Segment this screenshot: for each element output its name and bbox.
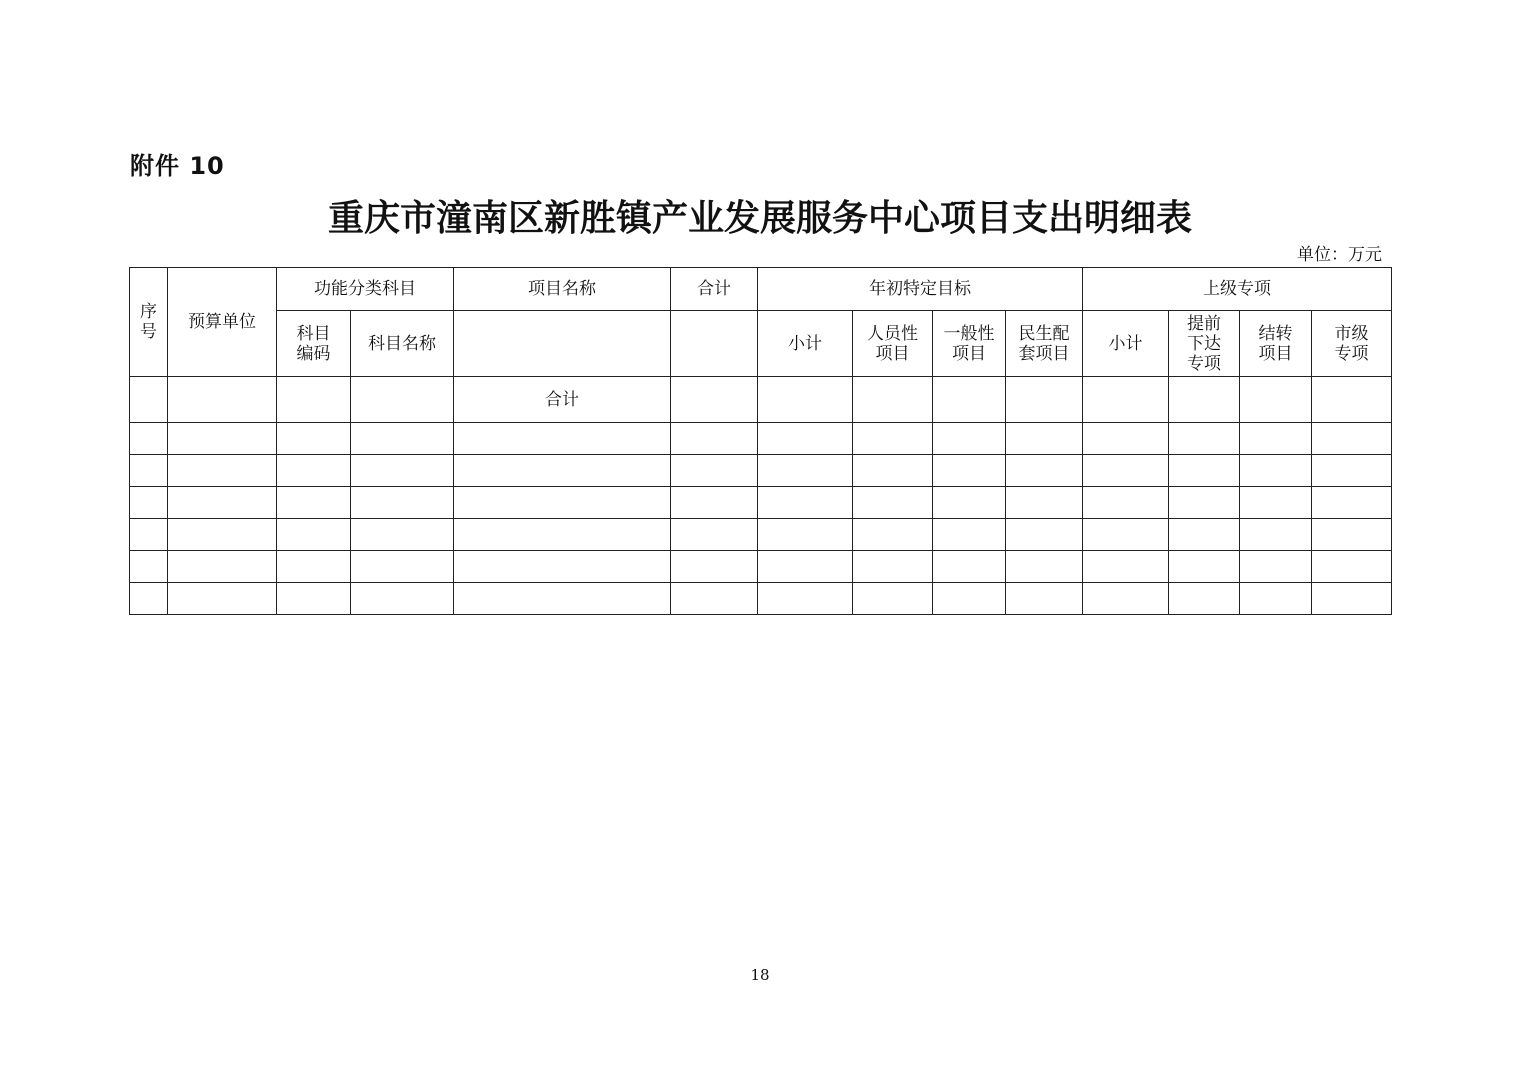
header-row-2 bbox=[130, 311, 1392, 377]
table-cell bbox=[351, 487, 454, 519]
table-cell bbox=[1169, 423, 1240, 455]
table-cell bbox=[1240, 423, 1312, 455]
table-cell bbox=[454, 455, 671, 487]
table-cell bbox=[853, 487, 933, 519]
expenditure-table bbox=[129, 267, 1392, 615]
table-cell bbox=[1083, 377, 1169, 423]
table-cell bbox=[277, 519, 351, 551]
page-title: 重庆市潼南区新胜镇产业发展服务中心项目支出明细表 bbox=[327, 197, 1192, 239]
table-cell bbox=[758, 551, 853, 583]
table-cell bbox=[1240, 377, 1312, 423]
table-cell bbox=[1312, 377, 1392, 423]
table-cell bbox=[277, 551, 351, 583]
table-cell bbox=[758, 377, 853, 423]
table-cell bbox=[1240, 487, 1312, 519]
table-cell bbox=[351, 583, 454, 615]
table-cell bbox=[1240, 455, 1312, 487]
table-cell bbox=[853, 455, 933, 487]
table-cell bbox=[758, 487, 853, 519]
header-budget-unit: 预算单位 bbox=[168, 268, 277, 377]
table-cell bbox=[933, 551, 1006, 583]
header-superior-special: 上级专项 bbox=[1083, 268, 1392, 311]
table-cell bbox=[454, 519, 671, 551]
table-cell bbox=[130, 455, 168, 487]
table-cell bbox=[277, 487, 351, 519]
table-cell bbox=[454, 423, 671, 455]
table-cell bbox=[168, 487, 277, 519]
table-cell bbox=[1312, 583, 1392, 615]
table-cell bbox=[1169, 583, 1240, 615]
table-cell bbox=[853, 519, 933, 551]
table-cell bbox=[853, 377, 933, 423]
table-cell bbox=[351, 423, 454, 455]
table-cell bbox=[1240, 551, 1312, 583]
table-cell bbox=[853, 423, 933, 455]
table-cell bbox=[1169, 487, 1240, 519]
table-cell bbox=[1312, 455, 1392, 487]
table-cell bbox=[1083, 487, 1169, 519]
table-cell bbox=[1169, 455, 1240, 487]
table-cell bbox=[1240, 583, 1312, 615]
table-row bbox=[130, 423, 1392, 455]
table-cell bbox=[1312, 551, 1392, 583]
table-cell bbox=[1083, 455, 1169, 487]
table-row bbox=[130, 519, 1392, 551]
header-project-name-blank bbox=[454, 311, 671, 377]
table-cell bbox=[1006, 487, 1083, 519]
table-cell bbox=[671, 583, 758, 615]
header-seq: 序 号 bbox=[130, 268, 168, 377]
table-cell bbox=[1083, 423, 1169, 455]
header-annual-subtotal: 小计 bbox=[758, 311, 853, 377]
table-cell bbox=[277, 455, 351, 487]
header-row-1 bbox=[130, 268, 1392, 311]
attachment-label: 附件 10 bbox=[130, 152, 225, 180]
table-cell bbox=[168, 377, 277, 423]
table-cell bbox=[853, 551, 933, 583]
table-cell bbox=[1169, 519, 1240, 551]
header-personnel: 人员性 项目 bbox=[853, 311, 933, 377]
header-function-category: 功能分类科目 bbox=[277, 268, 454, 311]
table-cell bbox=[168, 455, 277, 487]
table-cell bbox=[671, 455, 758, 487]
table-cell bbox=[1006, 423, 1083, 455]
header-project-name: 项目名称 bbox=[454, 268, 671, 311]
table-cell bbox=[168, 551, 277, 583]
table-cell bbox=[758, 455, 853, 487]
table-cell bbox=[1006, 455, 1083, 487]
table-cell bbox=[1312, 423, 1392, 455]
table-cell bbox=[130, 551, 168, 583]
table-cell bbox=[758, 583, 853, 615]
header-advance: 提前 下达 专项 bbox=[1169, 311, 1240, 377]
table-cell bbox=[168, 583, 277, 615]
table-cell bbox=[351, 455, 454, 487]
table-cell bbox=[853, 583, 933, 615]
table-cell bbox=[277, 423, 351, 455]
table-cell bbox=[1312, 487, 1392, 519]
table-row bbox=[130, 487, 1392, 519]
header-livelihood: 民生配 套项目 bbox=[1006, 311, 1083, 377]
table-cell bbox=[1169, 551, 1240, 583]
table-cell bbox=[130, 423, 168, 455]
header-total-blank bbox=[671, 311, 758, 377]
header-total: 合计 bbox=[671, 268, 758, 311]
table-cell bbox=[671, 377, 758, 423]
table-cell bbox=[130, 519, 168, 551]
table-cell bbox=[1083, 583, 1169, 615]
table-cell bbox=[671, 487, 758, 519]
header-subject-name: 科目名称 bbox=[351, 311, 454, 377]
table-cell bbox=[1083, 519, 1169, 551]
table-cell bbox=[454, 551, 671, 583]
table-cell bbox=[1312, 519, 1392, 551]
header-general: 一般性 项目 bbox=[933, 311, 1006, 377]
header-carryover: 结转 项目 bbox=[1240, 311, 1312, 377]
table-cell bbox=[168, 519, 277, 551]
table-cell bbox=[758, 423, 853, 455]
table-cell bbox=[168, 423, 277, 455]
empty-rows bbox=[130, 423, 1392, 615]
header-superior-subtotal: 小计 bbox=[1083, 311, 1169, 377]
table-cell bbox=[277, 583, 351, 615]
table-cell bbox=[1083, 551, 1169, 583]
table-row bbox=[130, 455, 1392, 487]
table-cell bbox=[351, 377, 454, 423]
table-cell bbox=[454, 583, 671, 615]
header-municipal: 市级 专项 bbox=[1312, 311, 1392, 377]
header-subject-code: 科目 编码 bbox=[277, 311, 351, 377]
table-cell bbox=[933, 377, 1006, 423]
table-cell bbox=[1006, 583, 1083, 615]
total-row bbox=[130, 377, 1392, 423]
table-cell bbox=[130, 487, 168, 519]
page-number: 18 bbox=[750, 966, 770, 984]
table-cell bbox=[1006, 519, 1083, 551]
table-cell bbox=[933, 583, 1006, 615]
table-cell bbox=[933, 455, 1006, 487]
total-row-label: 合计 bbox=[454, 377, 671, 423]
table-cell bbox=[933, 423, 1006, 455]
table-cell bbox=[1006, 551, 1083, 583]
table-cell bbox=[1169, 377, 1240, 423]
table-cell bbox=[454, 487, 671, 519]
table-cell bbox=[671, 551, 758, 583]
header-annual-target: 年初特定目标 bbox=[758, 268, 1083, 311]
table-cell bbox=[351, 551, 454, 583]
table-cell bbox=[758, 519, 853, 551]
table-cell bbox=[671, 519, 758, 551]
table-cell bbox=[130, 583, 168, 615]
table-cell bbox=[933, 519, 1006, 551]
unit-label: 单位：万元 bbox=[1297, 245, 1382, 265]
table-row bbox=[130, 583, 1392, 615]
table-cell bbox=[933, 487, 1006, 519]
table-cell bbox=[277, 377, 351, 423]
table-cell bbox=[1006, 377, 1083, 423]
table-cell bbox=[130, 377, 168, 423]
table-row bbox=[130, 551, 1392, 583]
table-cell bbox=[1240, 519, 1312, 551]
table-cell bbox=[351, 519, 454, 551]
table-cell bbox=[671, 423, 758, 455]
